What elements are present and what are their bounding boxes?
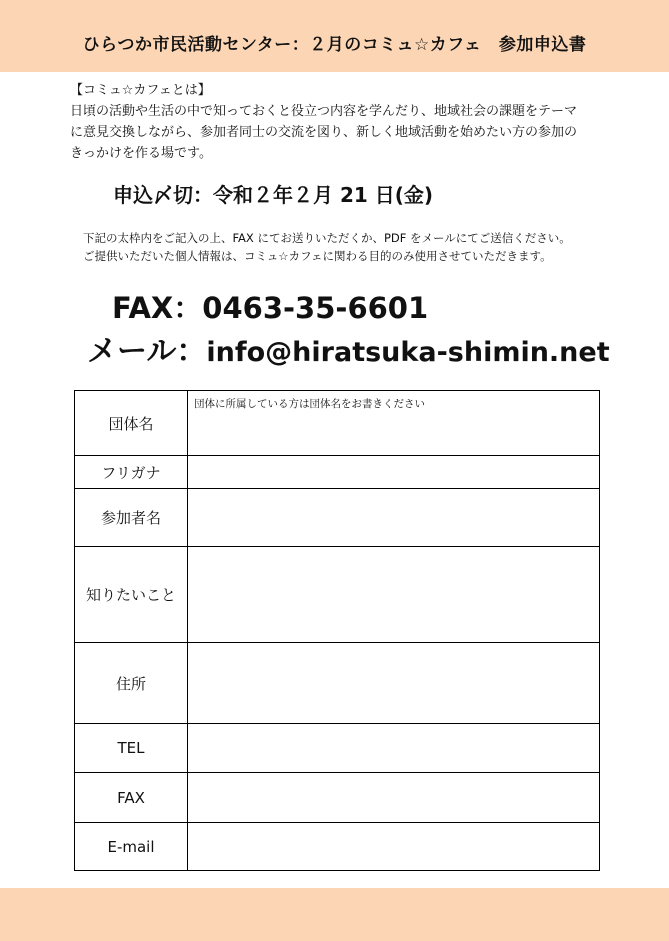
intro-section — [70, 80, 630, 164]
tel-field[interactable] — [188, 724, 600, 773]
topics-field[interactable] — [188, 547, 600, 643]
address-label: 住所 — [75, 643, 188, 724]
fax-label: FAX： — [112, 291, 203, 325]
participant-name-field[interactable] — [188, 489, 600, 547]
group-name-hint: 団体に所属している方は団体名をお書きください — [194, 398, 425, 410]
deadline-notice: 申込〆切：令和２年２月 21 日(金) — [113, 183, 434, 207]
fax-field-label: FAX — [75, 773, 188, 823]
form-row-participant-name — [75, 489, 600, 547]
instructions — [83, 229, 643, 265]
furigana-label: フリガナ — [75, 456, 188, 489]
participant-name-label: 参加者名 — [75, 489, 188, 547]
intro-text-line-2: に意見交換しながら、参加者同士の交流を図り、新しく地域活動を始めたい方の参加の — [70, 125, 578, 140]
mail-contact — [87, 326, 610, 370]
group-name-label: 団体名 — [75, 391, 188, 456]
furigana-field[interactable] — [188, 456, 600, 489]
mail-label: メール： — [87, 334, 207, 369]
form-row-group-name — [75, 391, 600, 456]
form-row-topics — [75, 547, 600, 643]
intro-heading: 【コミュ☆カフェとは】 — [70, 83, 211, 98]
form-row-fax — [75, 773, 600, 823]
document-title: ひらつか市民活動センター：２月のコミュ☆カフェ 参加申込書 — [82, 35, 587, 55]
fax-number: 0463-35-6601 — [202, 291, 429, 325]
fax-contact — [112, 286, 428, 327]
instructions-line-2: ご提供いただいた個人情報は、コミュ☆カフェに関わる目的のみ使用させていただきます。 — [83, 249, 552, 263]
fax-field[interactable] — [188, 773, 600, 823]
instructions-line-1: 下記の太枠内をご記入の上、FAX にてお送りいただくか、PDF をメールにてご送信ください。 — [83, 231, 571, 245]
form-row-address — [75, 643, 600, 724]
application-form-table — [74, 390, 600, 871]
topics-label: 知りたいこと — [75, 547, 188, 643]
email-label: E-mail — [75, 823, 188, 871]
form-row-tel — [75, 724, 600, 773]
intro-text-line-1: 日頃の活動や生活の中で知っておくと役立つ内容を学んだり、地域社会の課題をテーマ — [70, 104, 578, 119]
group-name-field[interactable] — [188, 391, 600, 456]
footer-band — [0, 888, 669, 941]
form-row-furigana — [75, 456, 600, 489]
tel-label: TEL — [75, 724, 188, 773]
intro-text-line-3: きっかけを作る場です。 — [70, 146, 212, 161]
email-field[interactable] — [188, 823, 600, 871]
address-field[interactable] — [188, 643, 600, 724]
mail-address-link[interactable]: info@hiratsuka-shimin.net — [206, 337, 610, 368]
form-row-email — [75, 823, 600, 871]
